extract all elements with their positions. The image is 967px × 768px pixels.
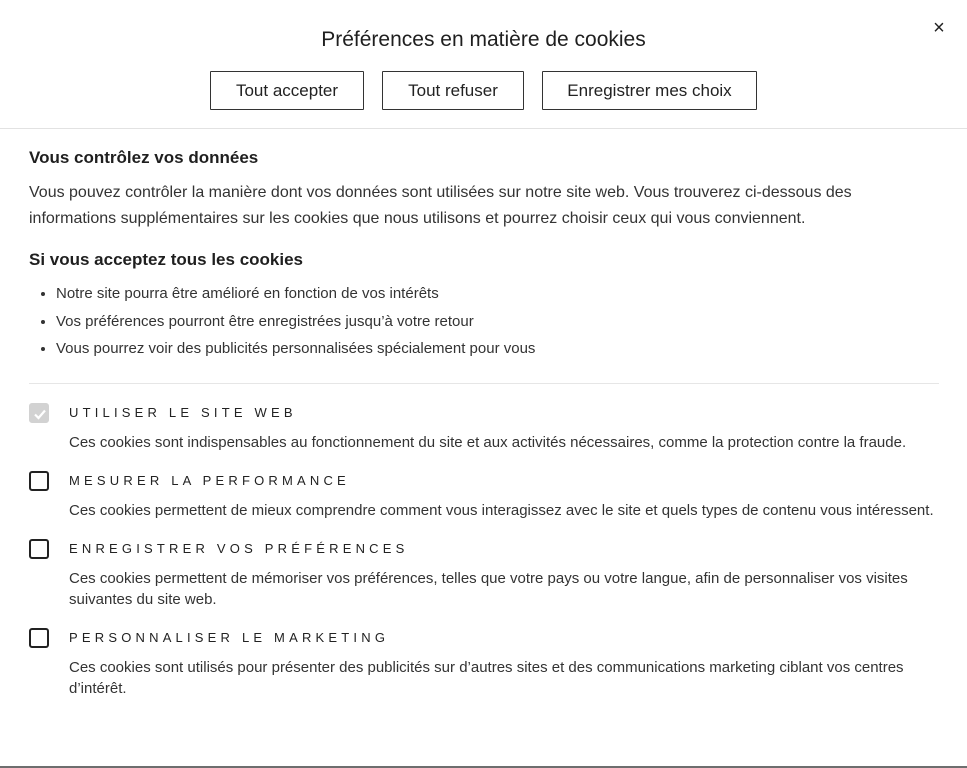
accept-all-heading: Si vous acceptez tous les cookies [29, 250, 304, 269]
save-choices-button[interactable]: Enregistrer mes choix [542, 71, 757, 110]
check-icon [33, 407, 47, 421]
close-icon[interactable]: × [933, 17, 945, 39]
intro-heading: Vous contrôlez vos données [29, 148, 259, 167]
option-save-preferences [29, 542, 939, 610]
option-use-website [29, 406, 939, 453]
action-buttons [0, 71, 967, 110]
intro-text: Vous pouvez contrôler la manière dont vos données sont utilisées sur notre site web. Vous trouverez ci-dessous des informations supplémentaires sur les cookies que nous utilisons et pourrez choisir ceux qui vous conviennent. [29, 184, 852, 227]
option-description: Ces cookies permettent de mémoriser vos préférences, telles que votre pays ou votre langue, afin de personnaliser vos visites suivantes du site web. [69, 569, 908, 608]
modal-body [0, 129, 967, 699]
option-title: ENREGISTRER VOS PRÉFÉRENCES [69, 540, 409, 556]
list-item: • Vos préférences pourront être enregistrées jusqu’à votre retour [56, 308, 939, 336]
list-item: • Vous pourrez voir des publicités personnalisées spécialement pour vous [56, 335, 939, 363]
divider [29, 383, 939, 384]
option-description: Ces cookies sont utilisés pour présenter des publicités sur d’autres sites et des communications marketing ciblant vos centres d’intérêt. [69, 658, 904, 697]
option-measure-performance [29, 474, 939, 521]
option-personalize-marketing [29, 631, 939, 699]
option-title: MESURER LA PERFORMANCE [69, 472, 350, 488]
option-description: Ces cookies permettent de mieux comprendre comment vous interagissez avec le site et quels types de contenu vous intéressent. [69, 501, 934, 519]
list-item: • Notre site pourra être amélioré en fonction de vos intérêts [56, 280, 939, 308]
option-title: UTILISER LE SITE WEB [69, 404, 297, 420]
checkbox-measure-performance[interactable] [29, 471, 49, 491]
accept-all-button[interactable]: Tout accepter [210, 71, 364, 110]
checkbox-use-website [29, 403, 49, 423]
refuse-all-button[interactable]: Tout refuser [382, 71, 524, 110]
benefits-list [29, 280, 939, 363]
checkbox-save-preferences[interactable] [29, 539, 49, 559]
modal-header [0, 0, 967, 129]
checkbox-personalize-marketing[interactable] [29, 628, 49, 648]
cookie-options [29, 406, 939, 699]
option-title: PERSONNALISER LE MARKETING [69, 629, 390, 645]
option-description: Ces cookies sont indispensables au fonctionnement du site et aux activités nécessaires, comme la protection contre la fraude. [69, 433, 907, 451]
modal-title: Préférences en matière de cookies [321, 28, 646, 51]
